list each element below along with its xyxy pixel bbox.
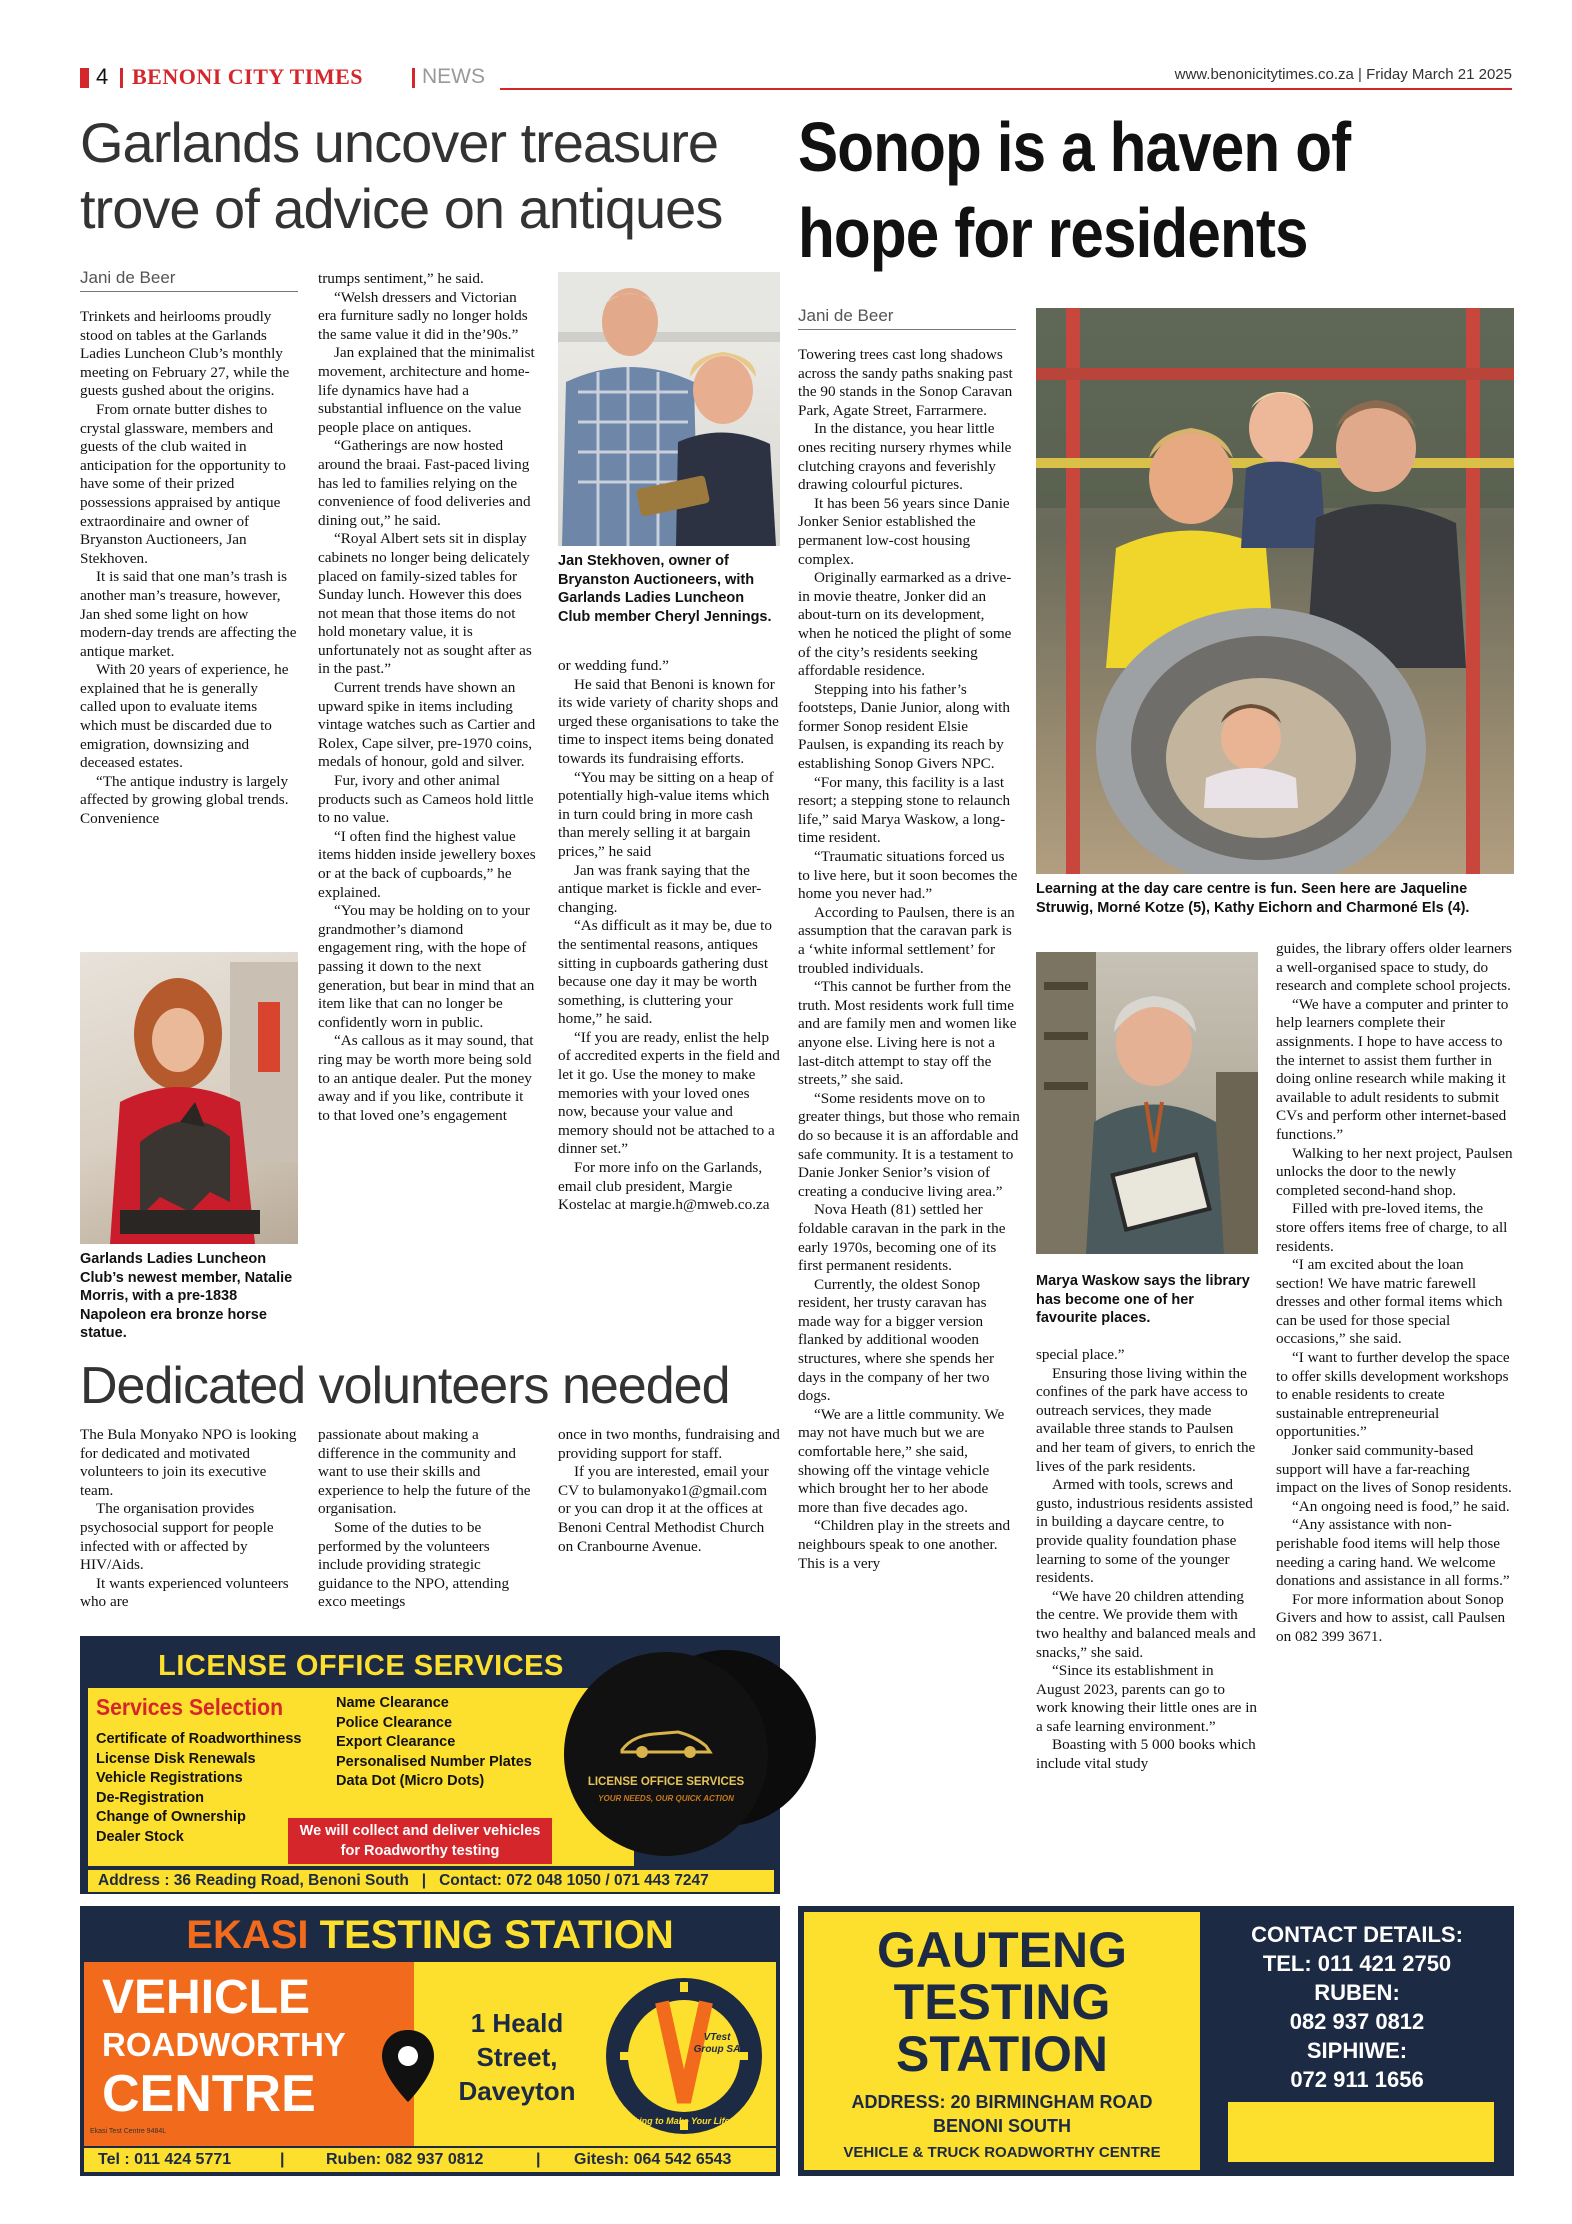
paragraph: It has been 56 years since Danie Jonker Senior established the permanent low-cost housing complex. bbox=[798, 494, 1010, 568]
paragraph: The Bula Monyako NPO is looking for dedicated and motivated volunteers to join its executive team. bbox=[80, 1426, 297, 1499]
gauteng-contact bbox=[1206, 1920, 1508, 2094]
photo-jan-stekhoven bbox=[558, 272, 780, 546]
section-name: NEWS bbox=[422, 65, 485, 88]
ekasi-address-line: Daveyton bbox=[458, 2076, 576, 2106]
paragraph: “Some residents move on to greater things, but those who remain do so because it is an affordable and safe community. It is a testament to Danie Jonker Senior’s vision of creating a conducive living area.” bbox=[798, 1089, 1020, 1200]
paragraph: It is said that one man’s trash is another man’s treasure, however, Jan shed some light on how modern-day trends are affecting the antique market. bbox=[80, 568, 297, 660]
garlands-headline-line1: Garlands uncover treasure bbox=[80, 111, 719, 174]
volunteers-col1 bbox=[80, 1426, 298, 1622]
marya-photo-illustration bbox=[1036, 952, 1258, 1254]
service-item: De-Registration bbox=[96, 1789, 204, 1806]
paragraph: If you are interested, email your CV to bulamonyako1@gmail.com or you can drop it at the offices at Benoni Central Methodist Church on Cranbourne Avenue. bbox=[558, 1463, 769, 1555]
paragraph: “The antique industry is largely affected by growing global trends. Convenience bbox=[80, 772, 289, 828]
contact-tel: TEL: 011 421 2750 bbox=[1262, 1951, 1452, 1976]
paragraph: “Any assistance with non-perishable food items will help those needing a caring hand. We welcome donations and assistance in all forms.” bbox=[1276, 1516, 1510, 1590]
paragraph: “Children play in the streets and neighbours speak to one another. This is a very bbox=[798, 1517, 1011, 1572]
ad-ekasi[interactable] bbox=[80, 1906, 780, 2176]
license-logo-tagline: YOUR NEEDS, OUR QUICK ACTION bbox=[598, 1794, 734, 1803]
page-header bbox=[80, 62, 1512, 92]
gauteng-title-line: TESTING bbox=[893, 1974, 1111, 2030]
license-title: LICENSE OFFICE SERVICES bbox=[88, 1644, 634, 1688]
paragraph: “As callous as it may sound, that ring may be worth more being sold to an antique dealer. Put the money away and if you like, contribute it to that loved one’s engagement bbox=[318, 1032, 534, 1124]
paragraph: For more information about Sonop Givers and how to assist, call Paulsen on 082 399 3671. bbox=[1276, 1590, 1506, 1645]
garlands-col3 bbox=[558, 657, 780, 1352]
ekasi-fine-print: Ekasi Test Centre 9484L bbox=[90, 2128, 167, 2135]
service-item: Data Dot (Micro Dots) bbox=[336, 1773, 485, 1789]
ekasi-line2: ROADWORTHY bbox=[102, 2026, 346, 2063]
ekasi-title-b: TESTING STATION bbox=[319, 1913, 674, 1957]
ekasi-line3: CENTRE bbox=[102, 2065, 316, 2123]
paragraph: He said that Benoni is known for its wide variety of charity shops and urged these organisations to take the time to inspect items being donated towards its fundraising efforts. bbox=[558, 675, 779, 767]
paragraph: special place.” bbox=[1036, 1346, 1125, 1363]
ekasi-gitesh: Gitesh: 064 542 6543 bbox=[574, 2151, 732, 2168]
paragraph: “I am excited about the loan section! We have matric farewell dresses and other formal items which can be used for those special occasions,” she said. bbox=[1276, 1256, 1503, 1348]
service-item: Change of Ownership bbox=[96, 1809, 246, 1825]
license-red-banner: We will collect and deliver vehicles for Roadworthy testing bbox=[288, 1818, 552, 1864]
paragraph: “We are a little community. We may not have much but we are comfortable here,” she said, showing off the vintage vehicle which brought her to her abode more than five decades ago. bbox=[798, 1405, 1005, 1516]
sonop-headline-line2: hope for residents bbox=[798, 194, 1308, 272]
paragraph: “An ongoing need is food,” he said. bbox=[1292, 1497, 1510, 1515]
paragraph: In the distance, you hear little ones reciting nursery rhymes while clutching crayons and feverishly drawing colourful pictures. bbox=[798, 420, 1012, 494]
ekasi-line1: VEHICLE bbox=[102, 1971, 311, 2024]
paragraph: Jan explained that the minimalist movement, architecture and home-life dynamics have had a substantial influence on the value people place on antiques. bbox=[318, 344, 535, 436]
page-number: 4 bbox=[96, 64, 109, 89]
license-footer: Address : 36 Reading Road, Benoni South | Contact: 072 048 1050 / 071 443 7247 bbox=[88, 1870, 774, 1892]
garlands-byline: Jani de Beer bbox=[80, 268, 298, 292]
services-heading: Services Selection bbox=[96, 1694, 284, 1720]
volunteers-col3 bbox=[558, 1426, 780, 1622]
paragraph: “For many, this facility is a last resort; a stepping stone to relaunch life,” said Marya Waskow, a long-time resident. bbox=[798, 773, 1011, 847]
vtest-logo bbox=[600, 1972, 768, 2140]
paragraph: Ensuring those living within the confines of the park have access to outreach services, they made available three stands to Paulsen and her team of givers, to enrich the lives of the park residents. bbox=[1036, 1364, 1256, 1475]
gauteng-yellow-box bbox=[1228, 2102, 1494, 2162]
gauteng-title-line: STATION bbox=[895, 2026, 1108, 2082]
gauteng-title bbox=[804, 1924, 1200, 2080]
vtest-logo-ring: Working to Make Your Life Safe bbox=[616, 2116, 752, 2126]
ekasi-address-line: 1 Heald bbox=[470, 2008, 564, 2038]
paragraph: Jan was frank saying that the antique market is fickle and ever-changing. bbox=[558, 861, 762, 916]
caption-daycare: Learning at the day care centre is fun. Seen here are Jaqueline Struwig, Morné Kotze (5), Kathy Eichorn and Charmoné Els (4). bbox=[1036, 881, 1470, 916]
ekasi-sep: | bbox=[280, 2151, 285, 2168]
garlands-col2 bbox=[318, 270, 536, 1360]
paragraph: trumps sentiment,” he said. bbox=[318, 270, 484, 287]
service-item: Export Clearance bbox=[336, 1734, 456, 1750]
gear-icon bbox=[600, 1972, 768, 2140]
car-icon bbox=[616, 1722, 716, 1762]
garlands-col1 bbox=[80, 308, 298, 940]
paragraph: guides, the library offers older learners a well-organised space to study, do research and complete school projects. bbox=[1276, 940, 1512, 995]
natalie-photo-illustration bbox=[80, 952, 298, 1244]
paragraph: According to Paulsen, there is an assumption that the caravan park is a ‘white informal settlement’ for troubled individuals. bbox=[798, 903, 1015, 977]
garlands-headline bbox=[80, 110, 722, 242]
ekasi-title-a: EKASI bbox=[186, 1913, 320, 1957]
contact-siphiwe-label: SIPHIWE: bbox=[1306, 2038, 1408, 2063]
gauteng-tagline: VEHICLE & TRUCK ROADWORTHY CENTRE bbox=[843, 2144, 1161, 2161]
contact-heading: CONTACT DETAILS: bbox=[1251, 1922, 1463, 1947]
photo-daycare bbox=[1036, 308, 1514, 874]
service-item: Certificate of Roadworthiness bbox=[96, 1731, 302, 1747]
paragraph: Boasting with 5 000 books which include vital study bbox=[1036, 1736, 1256, 1773]
paragraph: “I want to further develop the space to offer skills development workshops to enable residents to create sustainable entrepreneurial opportunities.” bbox=[1276, 1349, 1510, 1441]
paragraph: Some of the duties to be performed by the volunteers include providing strategic guidance to the NPO, attending exco meetings bbox=[318, 1518, 510, 1611]
ad-gauteng[interactable] bbox=[798, 1906, 1514, 2176]
sonop-headline-line1: Sonop is a haven of bbox=[798, 108, 1351, 186]
website-date: www.benonicitytimes.co.za | Friday March 21 2025 bbox=[1174, 66, 1512, 83]
caption-marya: Marya Waskow says the library has become one of her favourite places. bbox=[1036, 1273, 1250, 1326]
ekasi-title-bar bbox=[84, 1910, 776, 1960]
paragraph: “Since its establishment in August 2023, parents can go to work knowing their little ones are in a safe learning environment.” bbox=[1036, 1662, 1258, 1735]
ekasi-ruben: Ruben: 082 937 0812 bbox=[326, 2151, 484, 2168]
sonop-byline: Jani de Beer bbox=[798, 306, 1016, 330]
paragraph: Trinkets and heirlooms proudly stood on tables at the Garlands Ladies Luncheon Club’s monthly meeting on February 27, while the guests gushed about the origins. bbox=[80, 308, 290, 400]
paragraph: Nova Heath (81) settled her foldable caravan in the park in the early 1970s, becoming one of its first permanent residents. bbox=[798, 1201, 1006, 1275]
paragraph: For more info on the Garlands, email club president, Margie Kostelac at margie.h@mweb.co.za bbox=[558, 1159, 770, 1214]
garlands-headline-line2: trove of advice on antiques bbox=[80, 177, 723, 240]
service-item: Dealer Stock bbox=[96, 1828, 184, 1845]
contact-ruben-label: RUBEN: bbox=[1314, 1980, 1400, 2005]
paragraph: Fur, ivory and other animal products such as Cameos hold little to no value. bbox=[318, 772, 534, 827]
paragraph: Walking to her next project, Paulsen unlocks the door to the newly completed second-hand shop. bbox=[1276, 1144, 1513, 1199]
daycare-photo-illustration bbox=[1036, 308, 1514, 874]
gauteng-address-1: ADDRESS: 20 BIRMINGHAM ROAD bbox=[851, 2092, 1153, 2112]
paragraph: “As difficult as it may be, due to the sentimental reasons, antiques sitting in cupboards gathering dust because one day it may be worth something, is cluttering your home,” he said. bbox=[558, 917, 772, 1028]
services-list-right bbox=[336, 1694, 532, 1792]
paragraph: Current trends have shown an upward spike in items including vintage watches such as Cartier and Rolex, Cape silver, pre-1970 coins, medals of honour, gold and silver. bbox=[318, 679, 536, 771]
paragraph: Originally earmarked as a drive-in movie theatre, Jonker did an about-turn on its development, when he noticed the plight of some of the city’s residents seeking affordable residence. bbox=[798, 569, 1012, 680]
paragraph: Armed with tools, screws and gusto, industrious residents assisted in building a daycare centre, to provide quality foundation phase learning to some of the younger residents. bbox=[1036, 1476, 1253, 1587]
paragraph: or wedding fund.” bbox=[558, 657, 669, 674]
vtest-logo-text: VTest Group SA bbox=[693, 2032, 741, 2055]
paragraph: “Traumatic situations forced us to live here, but it soon becomes the home you never had.” bbox=[798, 848, 1018, 903]
paragraph: passionate about making a difference in the community and want to use their skills and experience to help the future of the organisation. bbox=[318, 1426, 531, 1518]
location-pin-icon bbox=[378, 2026, 438, 2106]
header-sep-2 bbox=[412, 68, 415, 88]
sonop-col3 bbox=[1276, 940, 1514, 1882]
photo-marya-waskow bbox=[1036, 952, 1258, 1254]
sonop-col1 bbox=[798, 346, 1020, 1882]
paragraph: “I often find the highest value items hidden inside jewellery boxes or at the back of cupboards,” he explained. bbox=[318, 827, 536, 901]
header-rule bbox=[500, 88, 1512, 90]
ekasi-address-line: Street, bbox=[476, 2042, 558, 2072]
volunteers-headline: Dedicated volunteers needed bbox=[80, 1357, 730, 1415]
paragraph: It wants experienced volunteers who are bbox=[80, 1574, 289, 1611]
paragraph: “We have a computer and printer to help learners complete their assignments. I hope to have access to the internet to assist them further in doing online research while making it available to adult residents to submit CVs and perform other internet-based functions.” bbox=[1276, 995, 1509, 1143]
license-logo-title: LICENSE OFFICE SERVICES bbox=[587, 1776, 745, 1788]
paragraph: “Welsh dressers and Victorian era furniture sadly no longer holds the same value it did in the’90s.” bbox=[318, 288, 528, 343]
paragraph: Filled with pre-loved items, the store offers items free of charge, to all residents. bbox=[1276, 1200, 1508, 1255]
service-item: Police Clearance bbox=[336, 1714, 453, 1731]
service-item: Vehicle Registrations bbox=[96, 1770, 243, 1786]
paragraph: “Royal Albert sets sit in display cabinets no longer being delicately placed on family-sized tables for Sunday lunch. However this does not mean that those items do not hold monetary value, it is unfortunately not as sought after as in the past.” bbox=[318, 530, 532, 678]
paragraph: From ornate butter dishes to crystal glassware, members and guests of the club waited in anticipation for the opportunity to have some of their prized possessions appraised by antique extraordinaire and owner of Bryanston Auctioneers, Jan Stekhoven. bbox=[80, 400, 286, 567]
gauteng-address-2: BENONI SOUTH bbox=[932, 2116, 1071, 2136]
service-item: Name Clearance bbox=[336, 1695, 449, 1711]
header-sep-1 bbox=[120, 68, 123, 88]
paragraph: “We have 20 children attending the centre. We provide them with two healthy and balanced meals and snacks,” she said. bbox=[1036, 1587, 1256, 1661]
photo-natalie-morris bbox=[80, 952, 298, 1244]
sonop-headline bbox=[798, 104, 1350, 276]
contact-ruben-number: 082 937 0812 bbox=[1289, 2009, 1425, 2034]
paragraph: Towering trees cast long shadows across the sandy paths snaking past the 90 stands in the Sonop Caravan Park, Agate Street, Farrarmere. bbox=[798, 346, 1013, 419]
ekasi-sep: | bbox=[536, 2151, 541, 2168]
ekasi-footer bbox=[84, 2148, 776, 2172]
paragraph: Jonker said community-based support will have a far-reaching impact on the lives of Sonop residents. bbox=[1276, 1442, 1512, 1497]
service-item: License Disk Renewals bbox=[96, 1750, 256, 1767]
caption-natalie: Garlands Ladies Luncheon Club’s newest member, Natalie Morris, with a pre-1838 Napoleon era bronze horse statue. bbox=[80, 1251, 293, 1341]
service-item: Personalised Number Plates bbox=[336, 1753, 532, 1770]
paragraph: The organisation provides psychosocial support for people infected with or affected by HIV/Aids. bbox=[80, 1500, 274, 1574]
publication-name: BENONI CITY TIMES bbox=[132, 64, 364, 89]
gauteng-title-line: GAUTENG bbox=[877, 1922, 1127, 1978]
header-red-bar bbox=[80, 68, 89, 88]
sonop-col2 bbox=[1036, 1346, 1258, 1882]
caption-jan: Jan Stekhoven, owner of Bryanston Auctioneers, with Garlands Ladies Luncheon Club member Cheryl Jennings. bbox=[558, 553, 772, 625]
ekasi-address bbox=[452, 2006, 582, 2108]
license-logo-badge bbox=[560, 1652, 772, 1860]
paragraph: “You may be holding on to your grandmother’s diamond engagement ring, with the hope of passing it down to the next generation, but bear in mind that an item like that can no longer be confidently worn in public. bbox=[318, 902, 535, 1031]
paragraph: once in two months, fundraising and providing support for staff. bbox=[558, 1426, 780, 1462]
paragraph: “Gatherings are now hosted around the braai. Fast-paced living has led to families relying on the convenience of food deliveries and dining out,” he said. bbox=[318, 437, 531, 529]
services-list-left bbox=[96, 1730, 301, 1847]
paragraph: Currently, the oldest Sonop resident, her trusty caravan has made way for a bigger version flanked by additional wooden structures, where she spends her days in the company of her two dogs. bbox=[798, 1275, 995, 1405]
paragraph: “You may be sitting on a heap of potentially high-value items which in turn could bring in more cash than merely selling it at bargain prices,” he said bbox=[558, 768, 774, 860]
paragraph: “This cannot be further from the truth. Most residents work full time and are family men and women like anyone else. Living here is not a last-ditch attempt to stay off the streets,” she said. bbox=[798, 978, 1017, 1089]
contact-siphiwe-number: 072 911 1656 bbox=[1290, 2067, 1424, 2092]
paragraph: Stepping into his father’s footsteps, Danie Junior, along with former Sonop resident Elsie Paulsen, is expanding its reach by establishing Sonop Givers NPC. bbox=[798, 680, 1010, 773]
volunteers-col2 bbox=[318, 1426, 536, 1622]
paragraph: “If you are ready, enlist the help of accredited experts in the field and let it go. Use the money to make memories with your loved ones now, because your value and memory should not be attached to a dinner set.” bbox=[558, 1028, 780, 1158]
paragraph: With 20 years of experience, he explained that he is generally called upon to evaluate items which must be discarded due to emigration, downsizing and deceased estates. bbox=[80, 661, 289, 772]
jan-photo-illustration bbox=[558, 272, 780, 546]
ekasi-tel: Tel : 011 424 5771 bbox=[98, 2151, 232, 2168]
